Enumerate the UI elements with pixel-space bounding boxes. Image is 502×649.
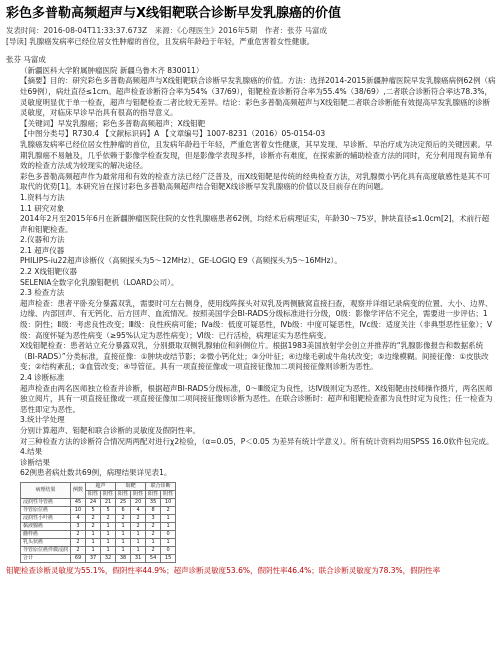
table-cell: 8 <box>146 506 161 514</box>
affiliation: （新疆医科大学附属肿瘤医院 新疆乌鲁木齐 830011） <box>20 65 204 75</box>
article-guide: [导读] 乳腺癌发病率已经位居女性肿瘤的首位，且发病年龄趋于年轻，严重危害着女性健康。 <box>6 36 315 46</box>
table-row-label: 浸润性导管癌 <box>21 498 71 506</box>
table-cell: 2 <box>71 530 86 538</box>
table-cell: 1 <box>161 522 176 530</box>
table-cell: 2 <box>86 522 101 530</box>
table-cell: 31 <box>131 554 146 562</box>
table-row-label: 浸润性小叶癌 <box>21 514 71 522</box>
section-heading: 3.统计学处理 <box>20 415 65 425</box>
table-cell: 6 <box>116 506 131 514</box>
article-author: 作者：张芬 马富成 <box>264 26 327 35</box>
table-cell: 1 <box>116 546 131 554</box>
body-paragraph: PHILIPS-iu22超声诊断仪（高频探头为5～12MHz）、GE-LOGIQ E9（高频探头为5～16MHz）。 <box>20 256 342 266</box>
table-body <box>21 498 176 562</box>
table-cell: 1 <box>101 546 116 554</box>
table-row <box>21 546 176 554</box>
section-heading: 4.结果 <box>20 447 43 457</box>
table-subheader-positive: 阳性 <box>86 490 101 498</box>
table-cell: 2 <box>161 506 176 514</box>
body-paragraph: 62例患者病灶数共69例，病理结果详见表1。 <box>20 468 172 478</box>
table-cell: 15 <box>161 554 176 562</box>
table-cell: 21 <box>101 498 116 506</box>
table-header-combined: 联合诊断 <box>146 482 176 490</box>
table-row-label: 导管原位癌伴微浸润 <box>21 546 71 554</box>
abstract: 【摘要】目的：研究彩色多普勒高频超声与X线钼靶联合诊断早发乳腺癌的价值。方法：选择2014-2015新疆肿瘤医院早发乳腺癌病例62例（病灶69例），病灶直径≤1cm。超声检查诊断符合率为54%（37/69），钼靶检查诊断符合率为55.4%（38/69）,二者联合诊断符合率达78.3%，灵敏度明显优于单一检查，超声与钼靶检查二者比较无差异。结论：彩色多普勒高频超声与X线钼靶二者联合诊断能有效提高早发乳腺癌的诊断灵敏度，对临床早诊早治具有很高的指导意义。 <box>20 76 496 118</box>
table-cell: 3 <box>146 514 161 522</box>
body-paragraph: 2014年2月至2015年6月在新疆肿瘤医院住院的女性乳腺癌患者62例，均经术后病理证实，年龄30～75岁，肿块直径≤1.0cm[2]，术前行超声和钼靶检查。 <box>20 214 490 234</box>
subsection-heading: 诊断结果 <box>20 457 50 467</box>
table-cell: 2 <box>71 538 86 546</box>
table-cell: 45 <box>71 498 86 506</box>
table-row <box>21 530 176 538</box>
table-cell: 2 <box>146 546 161 554</box>
table-header-ultrasound: 超声 <box>86 482 116 490</box>
intro-paragraph-2: 彩色多普勒高频超声作为最常用和有效的检查方法已经广泛普及，而X线钼靶是传统的经典检查方法，对乳腺微小钙化具有高度敏感性是其不可取代的优势[1]。本研究旨在探讨彩色多普勒高频超声结合钼靶X线诊断早发乳腺癌的价值以及目前存在的问题。 <box>20 171 491 192</box>
table-cell: 69 <box>71 554 86 562</box>
body-paragraph: 超声检查由两名医师独立检查并诊断，根据超声BI-RADS分级标准，0～Ⅲ级定为良性，达Ⅳ级则定为恶性。X线钼靶由技师操作摄片，两名医师独立阅片，具有一项直接征像或一项直接征像加二项间接征像则诊断为恶性。在联合诊断时：超声和钼靶检查都为良性时定为良性；任一检查为恶性即定为恶性。 <box>20 383 493 414</box>
table-row-label: 黏液腺癌 <box>21 522 71 530</box>
publish-date: 发表时间：2016-08-04T11:33:37.673Z <box>6 26 148 35</box>
table-cell: 1 <box>146 538 161 546</box>
table-subheader-positive: 阳性 <box>146 490 161 498</box>
table-cell: 1 <box>86 546 101 554</box>
section-heading: 2.仪器和方法 <box>20 235 65 245</box>
table-cell: 5 <box>86 506 101 514</box>
table-cell: 2 <box>101 514 116 522</box>
table-cell: 1 <box>116 530 131 538</box>
table-row <box>21 538 176 546</box>
table-cell: 35 <box>146 498 161 506</box>
body-paragraph: 对三种检查方法的诊断符合情况两两配对进行χ2检验，（α=0.05，P＜0.05 为差异有统计学意义）。所有统计资料均用SPSS 16.0软件包完成。 <box>20 436 494 446</box>
keywords: 【关键词】早发乳腺癌；彩色多普勒高频超声；X线钼靶 <box>20 118 206 128</box>
table-cell: 1 <box>101 522 116 530</box>
classification: 【中图分类号】R730.4 【文献标识码】A 【文章编号】1007-8231（2016）05-0154-03 <box>20 129 326 139</box>
table-cell: 20 <box>131 498 146 506</box>
table-cell: 1 <box>86 530 101 538</box>
subsection-heading: 2.3 检查方法 <box>20 288 65 298</box>
table-cell: 4 <box>131 506 146 514</box>
intro-paragraph-1: 乳腺癌发病率已经位居女性肿瘤的首位，且发病年龄趋于年轻，严重危害着女性健康，其早发现、早诊断、早治疗成为决定预后的关键因素。早期乳腺癌不易触及，几乎依赖于影像学检查发现，但是影像学表现多样，诊断亦有难度，在探索新的辅助检查方法的同时，充分利用现有简单有效的检查方法成为较现实的解决途径。 <box>20 139 493 171</box>
subsection-heading: 2.4 诊断标准 <box>20 373 65 382</box>
table-cell: 1 <box>131 530 146 538</box>
table-subheader-negative: 阴性 <box>101 490 116 498</box>
subsection-heading: 2.2 X线钼靶仪器 <box>20 267 77 277</box>
body-paragraph: X线钼靶检查：患者站立充分暴露双乳，分别摄取双侧乳腺轴位和斜侧位片。根据1983美国放射学会创立并推荐的“乳腺影像报告和数据系统（BI-RADS）”分类标准，直接征像：①肿块或结节影；②微小钙化灶；③分叶征；④边缘毛刺或牛角状改变；⑤边缘模糊。间接征像：①皮肤改变；②结构紊乱；③血管改变；④导管征。具有一项直接征像或一项直接征像加二项间接征像则诊断为恶性。 <box>20 341 489 372</box>
table-cell: 2 <box>146 522 161 530</box>
table-cell: 1 <box>116 522 131 530</box>
table-row-label: 合计 <box>21 554 71 562</box>
results-table <box>20 482 176 563</box>
table-cell: 2 <box>116 514 131 522</box>
table-cell: 24 <box>86 498 101 506</box>
table-cell: 1 <box>116 538 131 546</box>
author-line: 张芬 马富成 <box>6 55 46 65</box>
table-row-label: 乳头状癌 <box>21 538 71 546</box>
subsection-heading: 2.1 超声仪器 <box>20 245 65 255</box>
table-cell: 10 <box>71 506 86 514</box>
results-table-wrap <box>20 482 496 563</box>
table-cell: 2 <box>146 530 161 538</box>
table-row <box>21 498 176 506</box>
body-paragraph: 分别计算超声、钼靶和联合诊断的灵敏度及假阴性率。 <box>20 425 200 435</box>
table-cell: 32 <box>101 554 116 562</box>
table-cell: 10 <box>161 498 176 506</box>
subsection-heading: 1.1 研究对象 <box>20 203 65 213</box>
table-cell: 37 <box>86 554 101 562</box>
table-cell: 1 <box>131 546 146 554</box>
table-row-label: 导管原位癌 <box>21 506 71 514</box>
table-subheader-positive: 阳性 <box>116 490 131 498</box>
table-cell: 1 <box>101 530 116 538</box>
table-row <box>21 506 176 514</box>
article-meta <box>6 26 496 37</box>
body-paragraph: SELENIA全数字化乳腺钼靶机（LOARD公司）。 <box>20 277 179 287</box>
table-cell: 1 <box>101 538 116 546</box>
table-subheader-negative: 阴性 <box>161 490 176 498</box>
table-cell: 4 <box>71 514 86 522</box>
table-cell: 1 <box>86 538 101 546</box>
table-cell: 38 <box>116 554 131 562</box>
table-row-label: 髓样癌 <box>21 530 71 538</box>
table-cell: 2 <box>86 514 101 522</box>
article-source: 来源：《心理医生》2016年5期 <box>154 26 258 35</box>
table-row <box>21 514 176 522</box>
table-cell: 2 <box>131 522 146 530</box>
table-header-mammography: 钼靶 <box>116 482 146 490</box>
table-cell: 1 <box>161 514 176 522</box>
table-cell: 54 <box>146 554 161 562</box>
table-cell: 25 <box>116 498 131 506</box>
table-header-count: 例数 <box>71 482 86 498</box>
table-cell: 0 <box>161 546 176 554</box>
table-cell: 3 <box>71 522 86 530</box>
table-cell: 5 <box>101 506 116 514</box>
section-heading: 1.资料与方法 <box>20 192 65 202</box>
table-cell: 1 <box>131 538 146 546</box>
table-row <box>21 554 176 562</box>
results-summary: 钼靶检查诊断灵敏度为55.1%，假阴性率44.9%；超声诊断灵敏度53.6%，假阴性率46.4%；联合诊断灵敏度为78.3%，假阴性率 <box>6 565 441 575</box>
table-cell: 2 <box>131 514 146 522</box>
table-row <box>21 522 176 530</box>
article-title: 彩色多普勒高频超声与X线钼靶联合诊断早发乳腺癌的价值 <box>6 6 342 21</box>
body-paragraph: 超声检查：患者平卧充分暴露双乳，需要时可左右侧身，使用线阵探头对双乳及两侧腋窝直接扫查，观察并详细记录病变的位置、大小、边界、边缘、内部回声、有无钙化、后方回声、血流情况。按照美国学会BI-RADS分级标准进行分级，0级：影像学评估不完全，需要进一步评估；1级：阴性；Ⅱ级：考虑良性改变；Ⅲ级：良性疾病可能；Ⅳa级：低度可疑恶性，Ⅳb级：中度可疑恶性，Ⅳc级：适度关注（非典型恶性征象）；Ⅴ级：高度怀疑为恶性病变（≥95%认定为恶性病变）；Ⅵ级：已行活检，病理证实为恶性病变。 <box>20 298 493 340</box>
table-cell: 0 <box>161 530 176 538</box>
table-cell: 1 <box>161 538 176 546</box>
table-cell: 2 <box>71 546 86 554</box>
table-subheader-negative: 阴性 <box>131 490 146 498</box>
table-header-pathology: 病理结果 <box>21 482 71 498</box>
